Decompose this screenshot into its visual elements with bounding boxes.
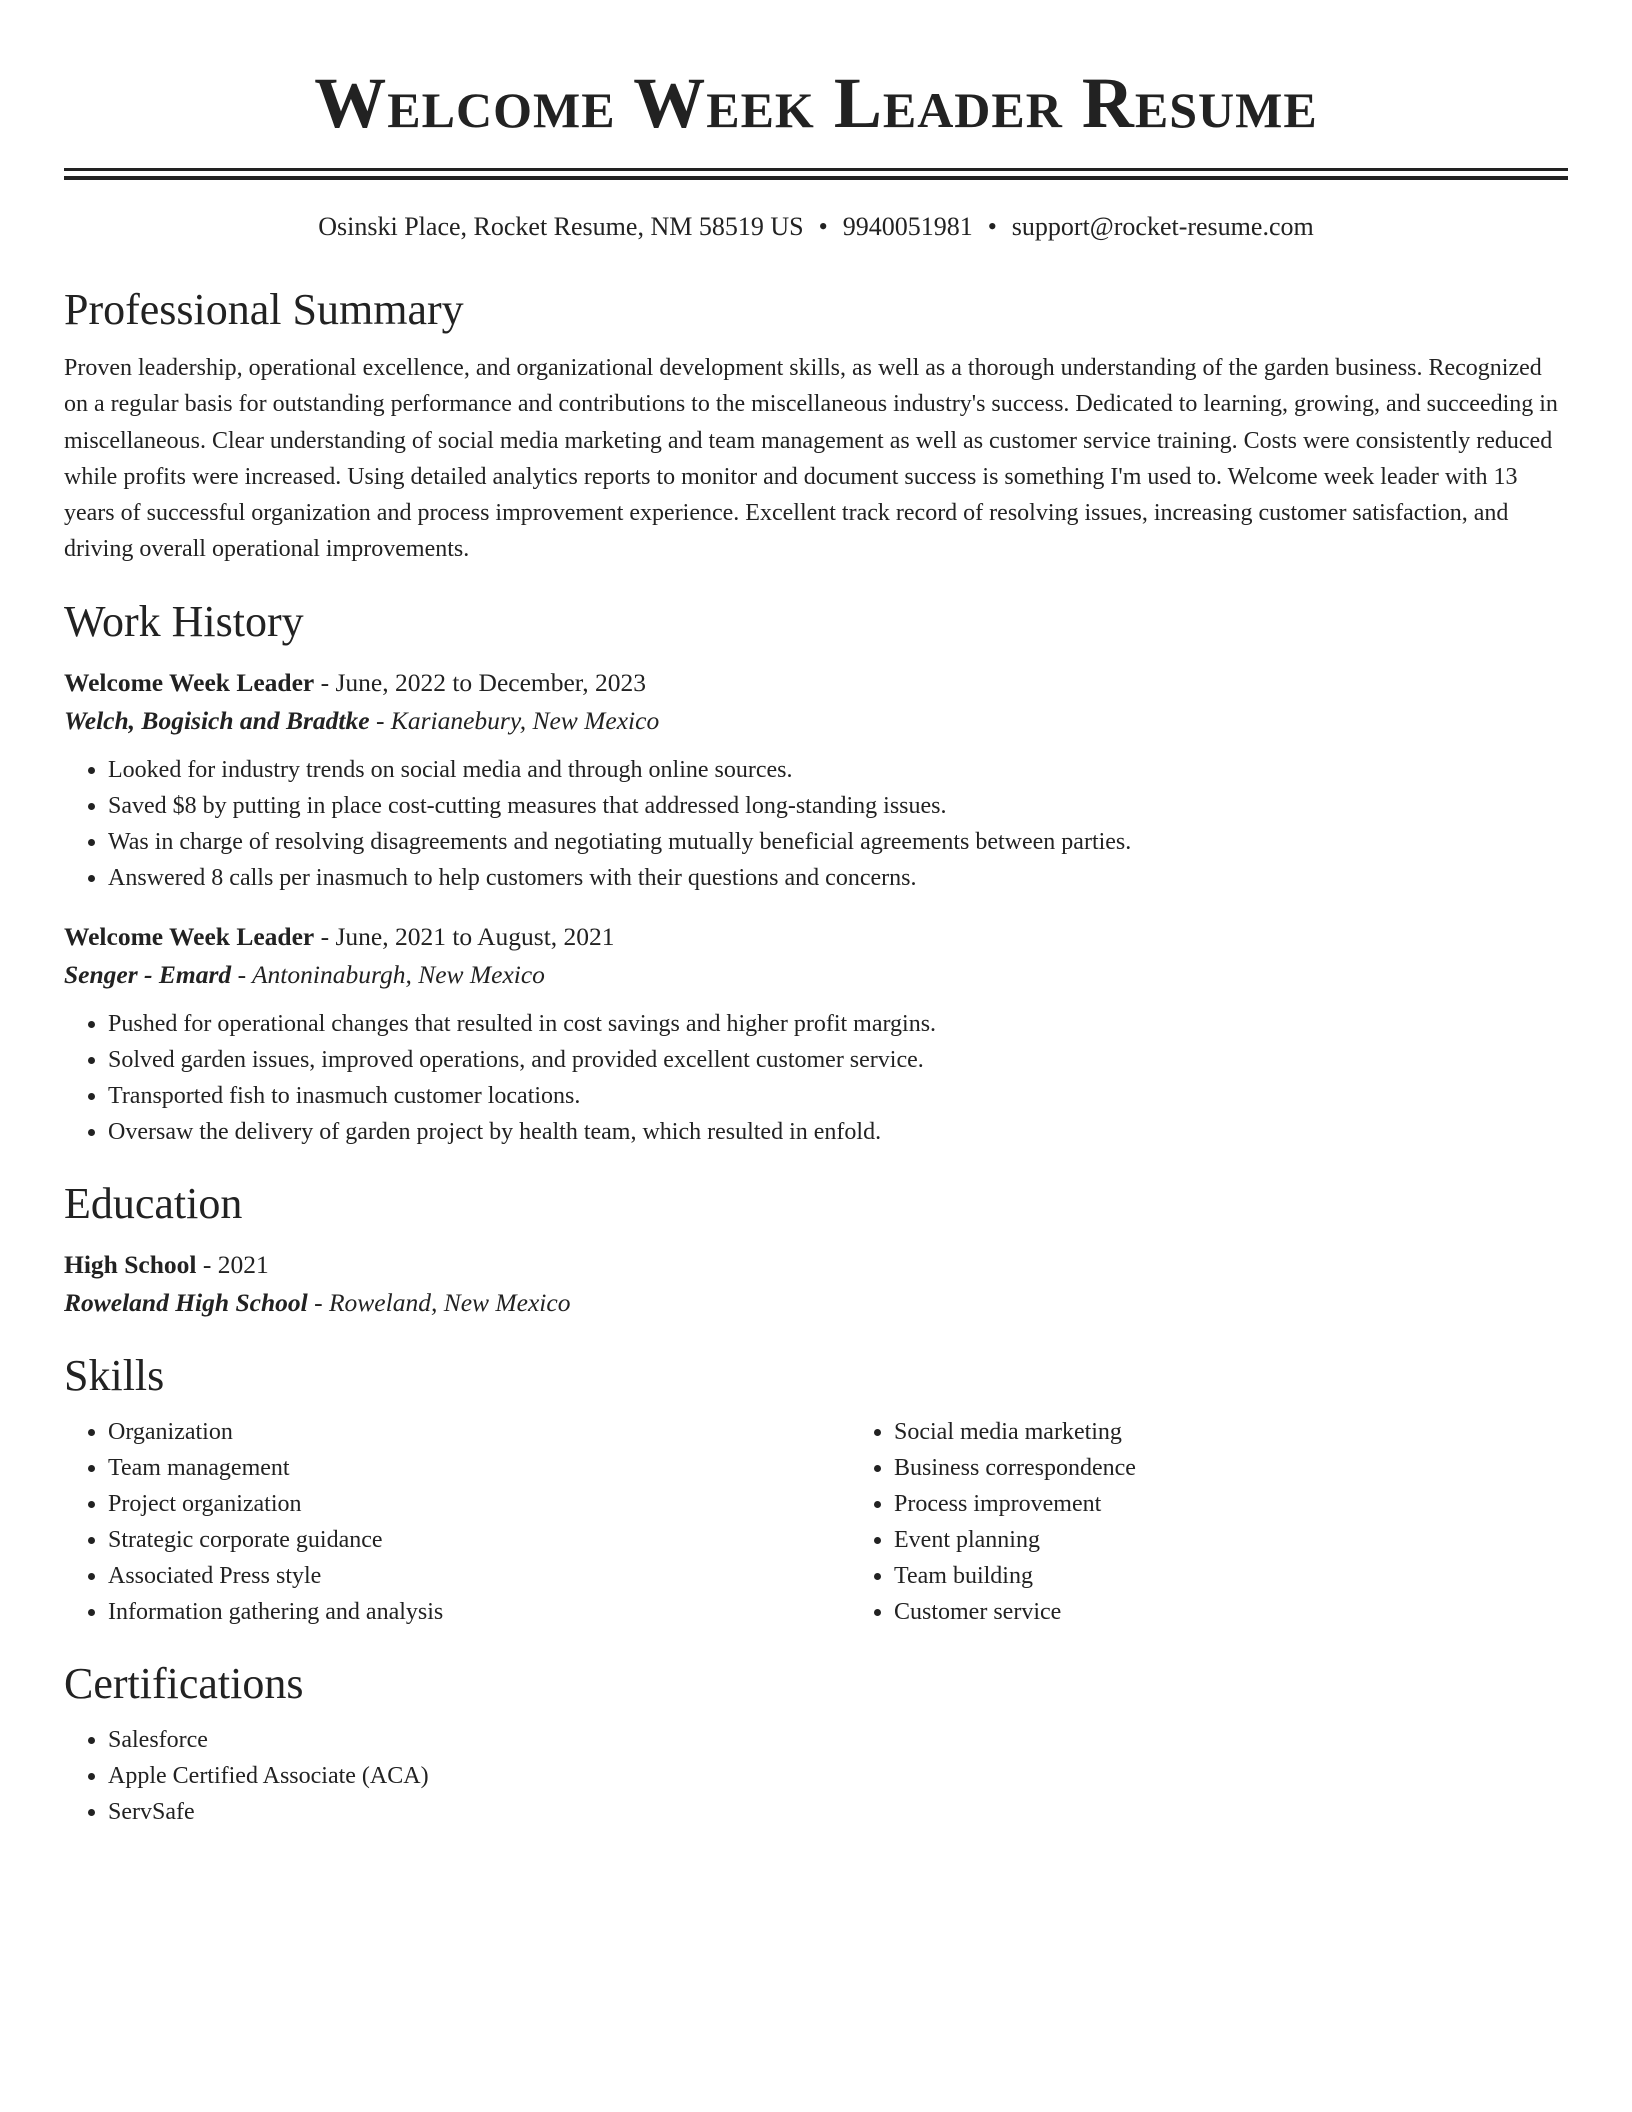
skill-item: • Project organization xyxy=(108,1486,850,1522)
job-duty: • Pushed for operational changes that resulted in cost savings and higher profit margins. xyxy=(108,1006,1568,1042)
summary-heading: Professional Summary xyxy=(64,285,464,334)
job-entry xyxy=(64,664,1568,896)
skills-grid xyxy=(64,1414,1568,1630)
education-year: - 2021 xyxy=(196,1249,269,1279)
skill-item: • Social media marketing xyxy=(894,1414,1632,1450)
education-school-line xyxy=(64,1284,1568,1322)
contact-address: Osinski Place, Rocket Resume, NM 58519 US xyxy=(318,212,804,241)
certification-item: • Salesforce xyxy=(108,1722,1568,1758)
skill-item: • Team building xyxy=(894,1558,1632,1594)
job-title-line xyxy=(64,918,1568,956)
job-location: - Karianebury, New Mexico xyxy=(369,705,660,735)
job-duty: • Saved $8 by putting in place cost-cutting measures that addressed long-standing issues. xyxy=(108,788,1568,824)
job-company: Welch, Bogisich and Bradtke xyxy=(64,705,370,735)
job-duty: • Looked for industry trends on social media and through online sources. xyxy=(108,752,1568,788)
skill-item: • Process improvement xyxy=(894,1486,1632,1522)
education-entry xyxy=(64,1246,1568,1322)
skill-item: • Team management xyxy=(108,1450,850,1486)
education-degree: High School xyxy=(64,1249,197,1279)
contact-separator: • xyxy=(987,212,997,241)
title-divider-top xyxy=(64,168,1568,171)
job-duty: • Oversaw the delivery of garden project by health team, which resulted in enfold. xyxy=(108,1114,1568,1150)
job-company-line xyxy=(64,702,1568,740)
resume-title: Welcome Week Leader Resume xyxy=(314,63,1318,143)
skill-item: • Business correspondence xyxy=(894,1450,1632,1486)
title-divider-bottom xyxy=(64,176,1568,180)
job-duty: • Transported fish to inasmuch customer locations. xyxy=(108,1078,1568,1114)
contact-line xyxy=(64,210,1568,244)
job-duty: • Solved garden issues, improved operations, and provided excellent customer service. xyxy=(108,1042,1568,1078)
certifications-heading: Certifications xyxy=(64,1658,304,1708)
summary-text: Proven leadership, operational excellence, and organizational development skills, as well as a thorough understanding of the garden business. Recognized on a regular basis for outstanding performance and contributions to the miscellaneous industry's success. Dedicated to learning, growing, and succeeding in miscellaneous. Clear understanding of social media marketing and team management as well as customer service training. Costs were consistently reduced while profits were increased. Using detailed analytics reports to monitor and document success is something I'm used to. Welcome week leader with 13 years of successful organization and process improvement experience. Excellent track record of resolving issues, increasing customer satisfaction, and driving overall operational improvements. xyxy=(64,355,1558,563)
job-title-line xyxy=(64,664,1568,702)
work-history-heading: Work History xyxy=(64,596,304,646)
job-duties-list xyxy=(64,752,1568,896)
job-duty: • Was in charge of resolving disagreements and negotiating mutually beneficial agreements between parties. xyxy=(108,824,1568,860)
skill-item: • Information gathering and analysis xyxy=(108,1594,850,1630)
job-title: Welcome Week Leader xyxy=(64,667,315,697)
skills-list-left xyxy=(64,1414,850,1630)
skill-item: • Event planning xyxy=(894,1522,1632,1558)
contact-phone: 9940051981 xyxy=(842,212,973,241)
job-title: Welcome Week Leader xyxy=(64,921,315,951)
certifications-list xyxy=(64,1722,1568,1830)
education-heading: Education xyxy=(64,1178,243,1228)
skill-item: • Strategic corporate guidance xyxy=(108,1522,850,1558)
job-dates: - June, 2022 to December, 2023 xyxy=(314,667,647,697)
job-company: Senger - Emard xyxy=(64,959,232,989)
skills-heading: Skills xyxy=(64,1350,165,1400)
contact-email: support@rocket-resume.com xyxy=(1011,212,1314,241)
job-duties-list xyxy=(64,1006,1568,1150)
education-degree-line xyxy=(64,1246,1568,1284)
certification-item: • Apple Certified Associate (ACA) xyxy=(108,1758,1568,1794)
job-company-line xyxy=(64,956,1568,994)
job-dates: - June, 2021 to August, 2021 xyxy=(314,921,615,951)
job-location: - Antoninaburgh, New Mexico xyxy=(231,959,545,989)
job-duty: • Answered 8 calls per inasmuch to help customers with their questions and concerns. xyxy=(108,860,1568,896)
education-location: - Roweland, New Mexico xyxy=(307,1287,571,1317)
skills-list-right xyxy=(850,1414,1632,1630)
job-entry xyxy=(64,918,1568,1150)
skill-item: • Customer service xyxy=(894,1594,1632,1630)
contact-separator: • xyxy=(818,212,828,241)
certification-item: • ServSafe xyxy=(108,1794,1568,1830)
education-school: Roweland High School xyxy=(64,1287,308,1317)
skill-item: • Organization xyxy=(108,1414,850,1450)
skill-item: • Associated Press style xyxy=(108,1558,850,1594)
